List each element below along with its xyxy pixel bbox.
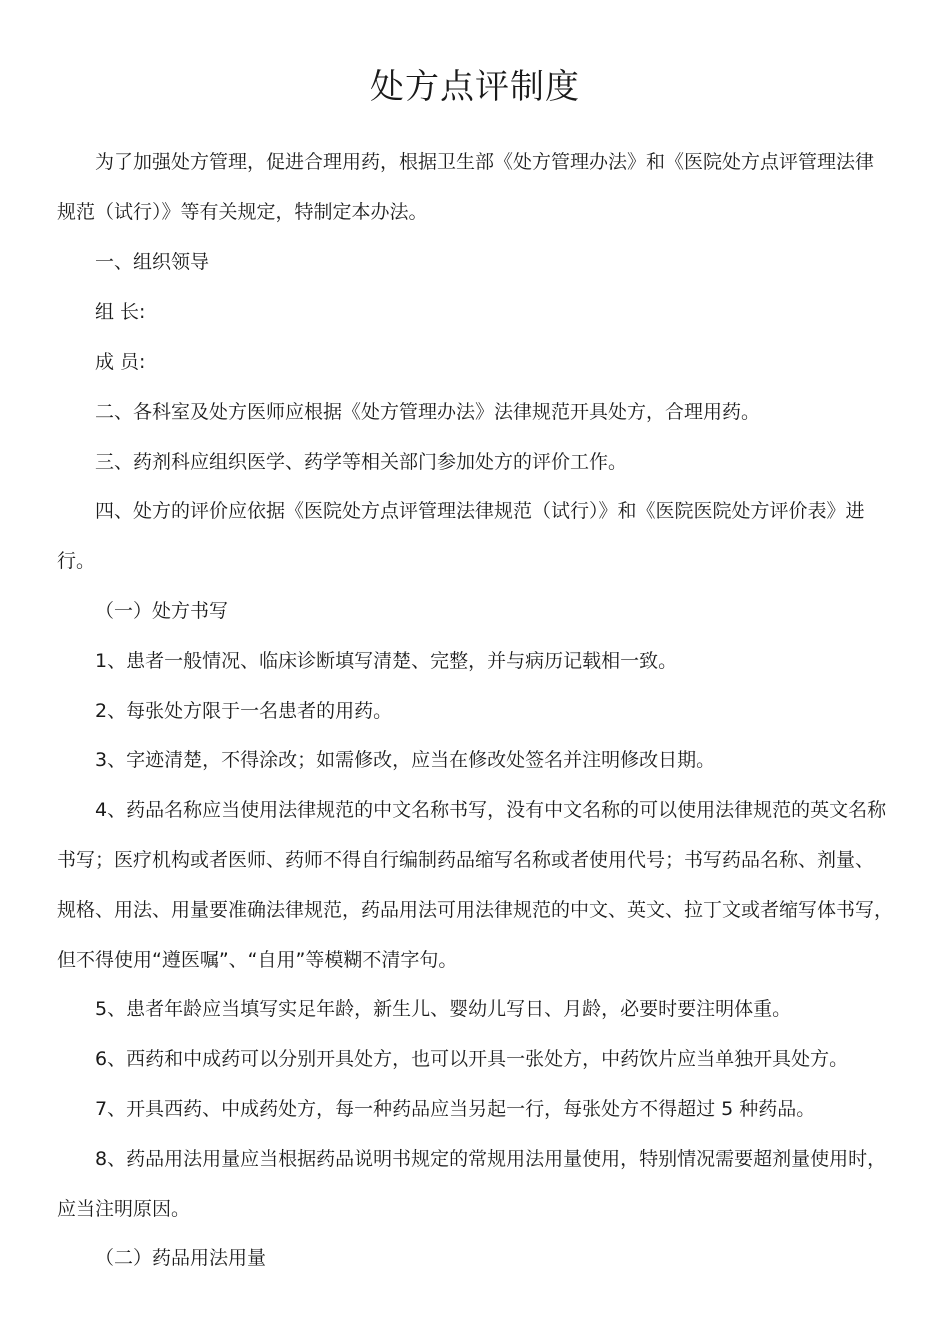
item-1-text: 1、患者一般情况、临床诊断填写清楚、完整，并与病历记载相一致。: [95, 650, 678, 672]
item-7-text: 7、开具西药、中成药处方，每一种药品应当另起一行，每张处方不得超过 5 种药品。: [95, 1098, 816, 1120]
section-heading-organization: 一、组织领导: [95, 251, 210, 273]
paragraph-intro-line-1: 为了加强处方管理，促进合理用药，根据卫生部《处方管理办法》和《医院处方点评管理法律: [95, 151, 875, 173]
section-four-line-2: 行。: [57, 550, 96, 572]
item-8-line-2: 应当注明原因。: [57, 1198, 191, 1220]
item-4-line-4: 但不得使用“遵医嘱”、“自用”等模糊不清字句。: [57, 949, 458, 971]
paragraph-intro-line-2: 规范（试行）》等有关规定，特制定本办法。: [57, 201, 428, 223]
subsection-heading-dosage: （二）药品用法用量: [95, 1247, 267, 1269]
item-4-line-3: 规格、用法、用量要准确法律规范，药品用法可用法律规范的中文、英文、拉丁文或者缩写体书写，: [57, 899, 894, 921]
item-5-text: 5、患者年龄应当填写实足年龄，新生儿、婴幼儿写日、月龄，必要时要注明体重。: [95, 998, 792, 1020]
section-three-text: 三、药剂科应组织医学、药学等相关部门参加处方的评价工作。: [95, 451, 628, 473]
document-title: 处方点评制度: [370, 67, 580, 107]
item-4-line-1: 4、药品名称应当使用法律规范的中文名称书写，没有中文名称的可以使用法律规范的英文名称: [95, 799, 887, 821]
item-6-text: 6、西药和中成药可以分别开具处方，也可以开具一张处方，中药饮片应当单独开具处方。: [95, 1048, 849, 1070]
section-four-line-1: 四、处方的评价应依据《医院处方点评管理法律规范（试行）》和《医院医院处方评价表》进: [95, 500, 865, 522]
item-8-line-1: 8、药品用法用量应当根据药品说明书规定的常规用法用量使用，特别情况需要超剂量使用时，: [95, 1148, 887, 1170]
item-4-line-2: 书写；医疗机构或者医师、药师不得自行编制药品缩写名称或者使用代号；书写药品名称、剂量、: [57, 849, 875, 871]
item-3-text: 3、字迹清楚，不得涂改；如需修改，应当在修改处签名并注明修改日期。: [95, 749, 716, 771]
section-two-text: 二、各科室及处方医师应根据《处方管理办法》法律规范开具处方，合理用药。: [95, 401, 761, 423]
item-2-text: 2、每张处方限于一名患者的用药。: [95, 700, 393, 722]
subsection-heading-prescription-writing: （一）处方书写: [95, 600, 229, 622]
group-member-label: 成 员:: [95, 351, 146, 373]
group-leader-label: 组 长:: [95, 301, 146, 323]
